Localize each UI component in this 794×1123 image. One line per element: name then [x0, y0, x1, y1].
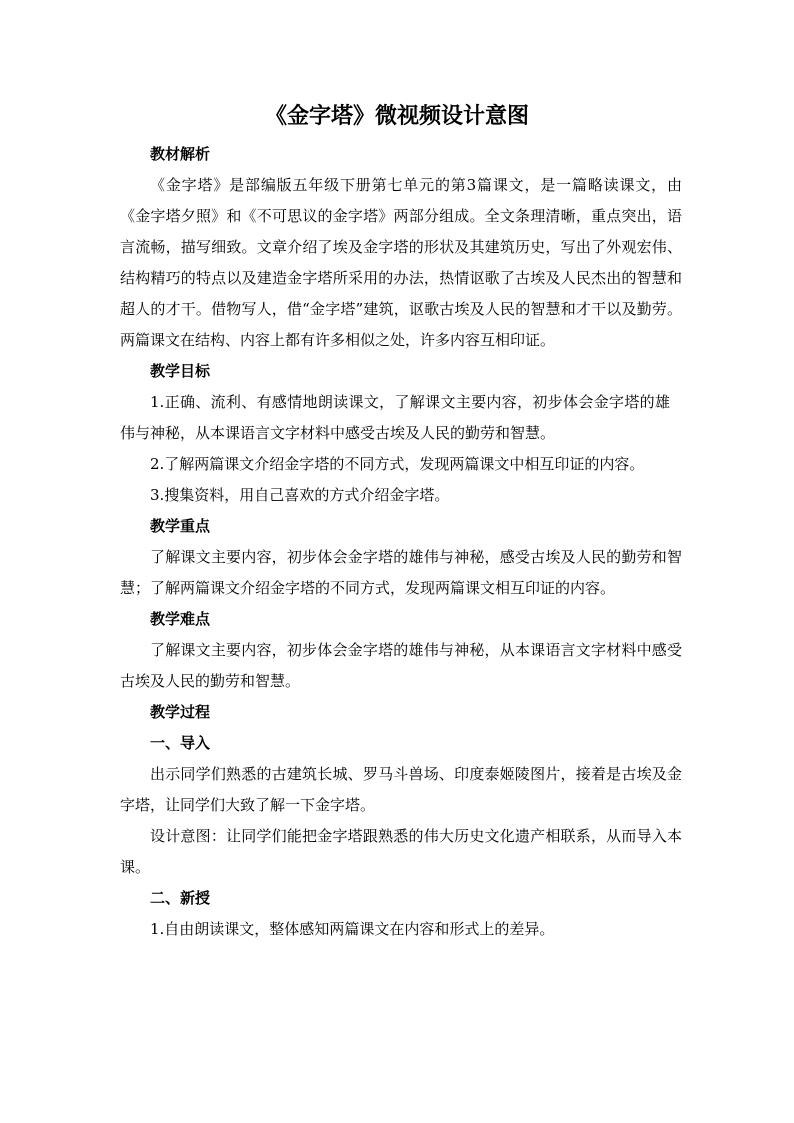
- document-title: 《金字塔》微视频设计意图: [264, 103, 529, 129]
- analysis-paragraph: 《金字塔》是部编版五年级下册第七单元的第3篇课文，是一篇略读课文，由《金字塔夕照》和《不可思议的金字塔》两部分组成。全文条理清晰，重点突出，语言流畅，描写细致。文章介绍了埃及金字塔的形状及其建筑历史，写出了外观宏伟、结构精巧的特点以及建造金字塔所采用的办法，热情讴歌了古埃及人民杰出的智慧和超人的才干。借物写人，借“金字塔”建筑，讴歌古埃及人民的智慧和才干以及勤劳。两篇课文在结构、内容上都有许多相似之处，许多内容互相印证。: [120, 176, 682, 349]
- document-body: [120, 139, 682, 945]
- section-heading-key-points: 教学重点: [150, 517, 211, 535]
- difficulties-paragraph: 了解课文主要内容，初步体会金字塔的雄伟与神秘，从本课语言文字材料中感受古埃及人民的勤劳和智慧。: [120, 641, 682, 690]
- new-lesson-item-1: 1.自由朗读课文，整体感知两篇课文在内容和形式上的差异。: [150, 920, 555, 938]
- design-intent-paragraph: 设计意图：让同学们能把金字塔跟熟悉的伟大历史文化遗产相联系，从而导入本课。: [120, 827, 682, 876]
- intro-paragraph: 出示同学们熟悉的古建筑长城、罗马斗兽场、印度泰姬陵图片，接着是古埃及金字塔，让同学们大致了解一下金字塔。: [120, 765, 682, 814]
- section-heading-process: 教学过程: [150, 703, 211, 721]
- goal-item-3: 3.搜集资料，用自己喜欢的方式介绍金字塔。: [150, 486, 450, 504]
- goal-item-1: 1.正确、流利、有感情地朗读课文，了解课文主要内容，初步体会金字塔的雄伟与神秘，从本课语言文字材料中感受古埃及人民的勤劳和智慧。: [120, 393, 670, 442]
- section-heading-analysis: 教材解析: [150, 145, 211, 163]
- subheading-intro: 一、导入: [150, 734, 211, 752]
- section-heading-goals: 教学目标: [150, 362, 211, 380]
- subheading-new-lesson: 二、新授: [150, 889, 211, 907]
- section-heading-difficulties: 教学难点: [150, 610, 211, 628]
- key-points-paragraph: 了解课文主要内容，初步体会金字塔的雄伟与神秘，感受古埃及人民的勤劳和智慧；了解两篇课文介绍金字塔的不同方式，发现两篇课文相互印证的内容。: [120, 548, 682, 597]
- goal-item-2: 2.了解两篇课文介绍金字塔的不同方式，发现两篇课文中相互印证的内容。: [150, 455, 645, 473]
